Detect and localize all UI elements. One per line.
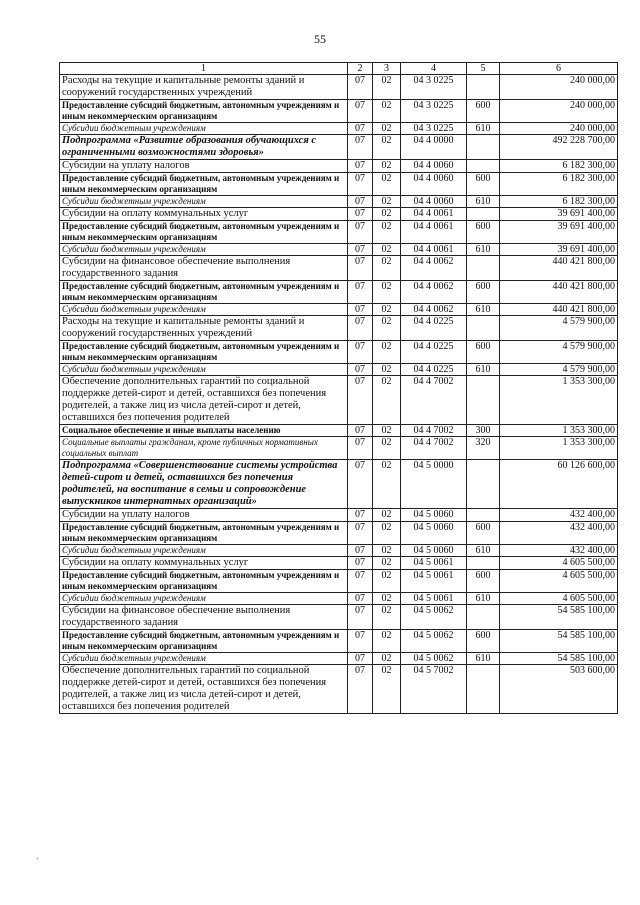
row-name-cell: Субсидии бюджетным учреждениям (60, 123, 348, 135)
table-body (60, 75, 618, 714)
table-row (60, 665, 618, 714)
row-subsection-cell: 02 (373, 256, 401, 281)
row-subsection-cell: 02 (373, 244, 401, 256)
row-target-article-cell: 04 4 7002 (401, 425, 467, 437)
row-name-cell: Субсидии на оплату коммунальных услуг (60, 557, 348, 570)
row-target-article-cell: 04 4 0061 (401, 221, 467, 244)
row-name-cell: Субсидии на финансовое обеспечение выполнения государственного задания (60, 605, 348, 630)
row-subsection-cell: 02 (373, 75, 401, 100)
row-section-cell: 07 (348, 437, 373, 460)
row-name-cell: Субсидии на уплату налогов (60, 160, 348, 173)
row-subsection-cell: 02 (373, 557, 401, 570)
row-amount-cell: 503 600,00 (500, 665, 618, 714)
row-section-cell: 07 (348, 425, 373, 437)
row-target-article-cell: 04 5 0062 (401, 630, 467, 653)
column-header-6: 6 (500, 63, 618, 75)
row-name-cell: Субсидии бюджетным учреждениям (60, 545, 348, 557)
row-section-cell: 07 (348, 123, 373, 135)
row-subsection-cell: 02 (373, 376, 401, 425)
table-row (60, 135, 618, 160)
row-expense-type-cell (467, 135, 500, 160)
row-amount-cell: 39 691 400,00 (500, 208, 618, 221)
table-row (60, 160, 618, 173)
row-name-cell: Субсидии бюджетным учреждениям (60, 304, 348, 316)
table-row (60, 605, 618, 630)
row-name-cell: Субсидии бюджетным учреждениям (60, 244, 348, 256)
row-subsection-cell: 02 (373, 509, 401, 522)
row-subsection-cell: 02 (373, 593, 401, 605)
row-expense-type-cell: 610 (467, 304, 500, 316)
row-target-article-cell: 04 5 0061 (401, 570, 467, 593)
row-name-cell: Предоставление субсидий бюджетным, автономным учреждениям и иным некоммерческим организациям (60, 221, 348, 244)
row-target-article-cell: 04 5 7002 (401, 665, 467, 714)
row-amount-cell: 4 605 500,00 (500, 557, 618, 570)
row-subsection-cell: 02 (373, 605, 401, 630)
row-target-article-cell: 04 4 0062 (401, 281, 467, 304)
row-section-cell: 07 (348, 376, 373, 425)
row-amount-cell: 240 000,00 (500, 75, 618, 100)
table-row (60, 316, 618, 341)
row-amount-cell: 240 000,00 (500, 100, 618, 123)
row-target-article-cell: 04 5 0061 (401, 557, 467, 570)
row-target-article-cell: 04 4 0225 (401, 364, 467, 376)
row-name-cell: Расходы на текущие и капитальные ремонты зданий и сооружений государственных учреждений (60, 316, 348, 341)
row-section-cell: 07 (348, 208, 373, 221)
row-name-cell: Подпрограмма «Развитие образования обучающихся с ограниченными возможностями здоровья» (60, 135, 348, 160)
row-target-article-cell: 04 3 0225 (401, 100, 467, 123)
table-row (60, 221, 618, 244)
row-target-article-cell: 04 4 0000 (401, 135, 467, 160)
row-amount-cell: 1 353 300,00 (500, 376, 618, 425)
row-subsection-cell: 02 (373, 304, 401, 316)
row-expense-type-cell: 300 (467, 425, 500, 437)
row-amount-cell: 432 400,00 (500, 545, 618, 557)
row-amount-cell: 1 353 300,00 (500, 437, 618, 460)
row-expense-type-cell: 610 (467, 545, 500, 557)
row-subsection-cell: 02 (373, 630, 401, 653)
row-subsection-cell: 02 (373, 123, 401, 135)
row-amount-cell: 4 605 500,00 (500, 593, 618, 605)
row-subsection-cell: 02 (373, 425, 401, 437)
row-expense-type-cell (467, 208, 500, 221)
row-subsection-cell: 02 (373, 160, 401, 173)
row-section-cell: 07 (348, 570, 373, 593)
row-subsection-cell: 02 (373, 221, 401, 244)
row-amount-cell: 440 421 800,00 (500, 304, 618, 316)
row-expense-type-cell: 610 (467, 364, 500, 376)
row-expense-type-cell: 610 (467, 123, 500, 135)
row-amount-cell: 4 579 900,00 (500, 364, 618, 376)
table-row (60, 376, 618, 425)
row-section-cell: 07 (348, 364, 373, 376)
row-subsection-cell: 02 (373, 460, 401, 509)
table-row (60, 570, 618, 593)
row-section-cell: 07 (348, 545, 373, 557)
row-amount-cell: 440 421 800,00 (500, 256, 618, 281)
row-expense-type-cell (467, 376, 500, 425)
row-name-cell: Обеспечение дополнительных гарантий по социальной поддержке детей-сирот и детей, оставшихся без попечения родителей, а также лиц из числа детей-сирот и детей, оставшихся без попечения родителей (60, 376, 348, 425)
table-row (60, 196, 618, 208)
row-amount-cell: 492 228 700,00 (500, 135, 618, 160)
scan-speck (37, 858, 38, 859)
row-section-cell: 07 (348, 605, 373, 630)
row-name-cell: Расходы на текущие и капитальные ремонты зданий и сооружений государственных учреждений (60, 75, 348, 100)
row-subsection-cell: 02 (373, 437, 401, 460)
row-amount-cell: 54 585 100,00 (500, 653, 618, 665)
row-section-cell: 07 (348, 593, 373, 605)
row-subsection-cell: 02 (373, 522, 401, 545)
table-row (60, 630, 618, 653)
row-expense-type-cell: 610 (467, 653, 500, 665)
row-expense-type-cell (467, 557, 500, 570)
row-target-article-cell: 04 4 7002 (401, 437, 467, 460)
table-row (60, 173, 618, 196)
table-row (60, 123, 618, 135)
table-row (60, 281, 618, 304)
row-target-article-cell: 04 4 0225 (401, 316, 467, 341)
row-amount-cell: 6 182 300,00 (500, 196, 618, 208)
row-subsection-cell: 02 (373, 341, 401, 364)
row-name-cell: Предоставление субсидий бюджетным, автономным учреждениям и иным некоммерческим организациям (60, 341, 348, 364)
row-name-cell: Предоставление субсидий бюджетным, автономным учреждениям и иным некоммерческим организациям (60, 100, 348, 123)
budget-table (59, 62, 618, 714)
row-expense-type-cell (467, 665, 500, 714)
row-amount-cell: 440 421 800,00 (500, 281, 618, 304)
row-subsection-cell: 02 (373, 570, 401, 593)
row-name-cell: Субсидии на финансовое обеспечение выполнения государственного задания (60, 256, 348, 281)
row-expense-type-cell: 610 (467, 244, 500, 256)
row-target-article-cell: 04 5 0062 (401, 653, 467, 665)
row-name-cell: Субсидии бюджетным учреждениям (60, 364, 348, 376)
row-amount-cell: 1 353 300,00 (500, 425, 618, 437)
table-row (60, 425, 618, 437)
row-expense-type-cell (467, 316, 500, 341)
row-amount-cell: 4 579 900,00 (500, 341, 618, 364)
row-expense-type-cell (467, 75, 500, 100)
row-expense-type-cell: 610 (467, 593, 500, 605)
table-row (60, 593, 618, 605)
row-name-cell: Предоставление субсидий бюджетным, автономным учреждениям и иным некоммерческим организациям (60, 570, 348, 593)
column-header-1: 1 (60, 63, 348, 75)
row-amount-cell: 6 182 300,00 (500, 173, 618, 196)
row-section-cell: 07 (348, 522, 373, 545)
row-section-cell: 07 (348, 256, 373, 281)
table-row (60, 545, 618, 557)
row-expense-type-cell: 600 (467, 221, 500, 244)
row-name-cell: Субсидии бюджетным учреждениям (60, 196, 348, 208)
table-row (60, 460, 618, 509)
row-expense-type-cell: 600 (467, 522, 500, 545)
row-expense-type-cell: 600 (467, 281, 500, 304)
row-amount-cell: 4 579 900,00 (500, 316, 618, 341)
row-expense-type-cell: 600 (467, 100, 500, 123)
table-row (60, 341, 618, 364)
table-row (60, 653, 618, 665)
row-name-cell: Субсидии бюджетным учреждениям (60, 653, 348, 665)
row-target-article-cell: 04 3 0225 (401, 123, 467, 135)
row-section-cell: 07 (348, 221, 373, 244)
row-target-article-cell: 04 4 0061 (401, 208, 467, 221)
row-target-article-cell: 04 4 7002 (401, 376, 467, 425)
row-target-article-cell: 04 4 0062 (401, 304, 467, 316)
row-amount-cell: 54 585 100,00 (500, 630, 618, 653)
row-amount-cell: 60 126 600,00 (500, 460, 618, 509)
column-header-5: 5 (467, 63, 500, 75)
row-section-cell: 07 (348, 316, 373, 341)
row-target-article-cell: 04 4 0060 (401, 196, 467, 208)
page-number: 55 (314, 32, 326, 46)
row-amount-cell: 432 400,00 (500, 522, 618, 545)
row-name-cell: Предоставление субсидий бюджетным, автономным учреждениям и иным некоммерческим организациям (60, 173, 348, 196)
table-row (60, 208, 618, 221)
row-subsection-cell: 02 (373, 135, 401, 160)
row-amount-cell: 4 605 500,00 (500, 570, 618, 593)
table-row (60, 304, 618, 316)
row-name-cell: Предоставление субсидий бюджетным, автономным учреждениям и иным некоммерческим организациям (60, 630, 348, 653)
row-expense-type-cell: 600 (467, 630, 500, 653)
row-subsection-cell: 02 (373, 196, 401, 208)
row-expense-type-cell: 600 (467, 173, 500, 196)
row-target-article-cell: 04 4 0060 (401, 160, 467, 173)
row-expense-type-cell (467, 605, 500, 630)
row-subsection-cell: 02 (373, 173, 401, 196)
row-target-article-cell: 04 5 0060 (401, 545, 467, 557)
row-section-cell: 07 (348, 160, 373, 173)
row-section-cell: 07 (348, 653, 373, 665)
row-target-article-cell: 04 5 0061 (401, 593, 467, 605)
row-expense-type-cell: 600 (467, 570, 500, 593)
row-section-cell: 07 (348, 173, 373, 196)
row-section-cell: 07 (348, 281, 373, 304)
row-expense-type-cell (467, 256, 500, 281)
table-row (60, 364, 618, 376)
row-target-article-cell: 04 4 0062 (401, 256, 467, 281)
row-amount-cell: 54 585 100,00 (500, 605, 618, 630)
row-expense-type-cell: 320 (467, 437, 500, 460)
row-expense-type-cell: 600 (467, 341, 500, 364)
row-section-cell: 07 (348, 100, 373, 123)
row-name-cell: Подпрограмма «Совершенствование системы устройства детей-сирот и детей, оставшихся без попечения родителей, на воспитание в семьи и сопровождение выпускников интернатных организаций» (60, 460, 348, 509)
row-name-cell: Обеспечение дополнительных гарантий по социальной поддержке детей-сирот и детей, оставшихся без попечения родителей, а также лиц из числа детей-сирот и детей, оставшихся без попечения родителей (60, 665, 348, 714)
row-subsection-cell: 02 (373, 545, 401, 557)
column-header-4: 4 (401, 63, 467, 75)
row-target-article-cell: 04 4 0060 (401, 173, 467, 196)
row-name-cell: Социальные выплаты гражданам, кроме публичных нормативных социальных выплат (60, 437, 348, 460)
row-section-cell: 07 (348, 460, 373, 509)
row-amount-cell: 39 691 400,00 (500, 244, 618, 256)
row-name-cell: Социальное обеспечение и иные выплаты населению (60, 425, 348, 437)
row-expense-type-cell (467, 160, 500, 173)
row-subsection-cell: 02 (373, 653, 401, 665)
row-target-article-cell: 04 4 0061 (401, 244, 467, 256)
row-name-cell: Предоставление субсидий бюджетным, автономным учреждениям и иным некоммерческим организациям (60, 281, 348, 304)
column-header-3: 3 (373, 63, 401, 75)
row-subsection-cell: 02 (373, 208, 401, 221)
row-section-cell: 07 (348, 135, 373, 160)
row-section-cell: 07 (348, 244, 373, 256)
column-header-2: 2 (348, 63, 373, 75)
row-section-cell: 07 (348, 557, 373, 570)
row-name-cell: Субсидии на уплату налогов (60, 509, 348, 522)
row-target-article-cell: 04 5 0062 (401, 605, 467, 630)
table-row (60, 256, 618, 281)
table-row (60, 557, 618, 570)
row-section-cell: 07 (348, 509, 373, 522)
row-name-cell: Предоставление субсидий бюджетным, автономным учреждениям и иным некоммерческим организациям (60, 522, 348, 545)
row-subsection-cell: 02 (373, 281, 401, 304)
row-subsection-cell: 02 (373, 316, 401, 341)
row-amount-cell: 240 000,00 (500, 123, 618, 135)
row-section-cell: 07 (348, 665, 373, 714)
table-header-row (60, 63, 618, 75)
row-expense-type-cell (467, 509, 500, 522)
row-expense-type-cell (467, 460, 500, 509)
row-name-cell: Субсидии на оплату коммунальных услуг (60, 208, 348, 221)
table-row (60, 244, 618, 256)
row-amount-cell: 6 182 300,00 (500, 160, 618, 173)
row-target-article-cell: 04 5 0060 (401, 522, 467, 545)
row-section-cell: 07 (348, 196, 373, 208)
row-subsection-cell: 02 (373, 100, 401, 123)
row-section-cell: 07 (348, 75, 373, 100)
table-row (60, 509, 618, 522)
row-name-cell: Субсидии бюджетным учреждениям (60, 593, 348, 605)
row-subsection-cell: 02 (373, 665, 401, 714)
row-subsection-cell: 02 (373, 364, 401, 376)
table-row (60, 75, 618, 100)
table-row (60, 100, 618, 123)
row-amount-cell: 432 400,00 (500, 509, 618, 522)
row-target-article-cell: 04 4 0225 (401, 341, 467, 364)
row-expense-type-cell: 610 (467, 196, 500, 208)
row-target-article-cell: 04 5 0060 (401, 509, 467, 522)
table-row (60, 437, 618, 460)
row-section-cell: 07 (348, 341, 373, 364)
table-row (60, 522, 618, 545)
row-section-cell: 07 (348, 304, 373, 316)
row-target-article-cell: 04 5 0000 (401, 460, 467, 509)
row-target-article-cell: 04 3 0225 (401, 75, 467, 100)
row-section-cell: 07 (348, 630, 373, 653)
row-amount-cell: 39 691 400,00 (500, 221, 618, 244)
